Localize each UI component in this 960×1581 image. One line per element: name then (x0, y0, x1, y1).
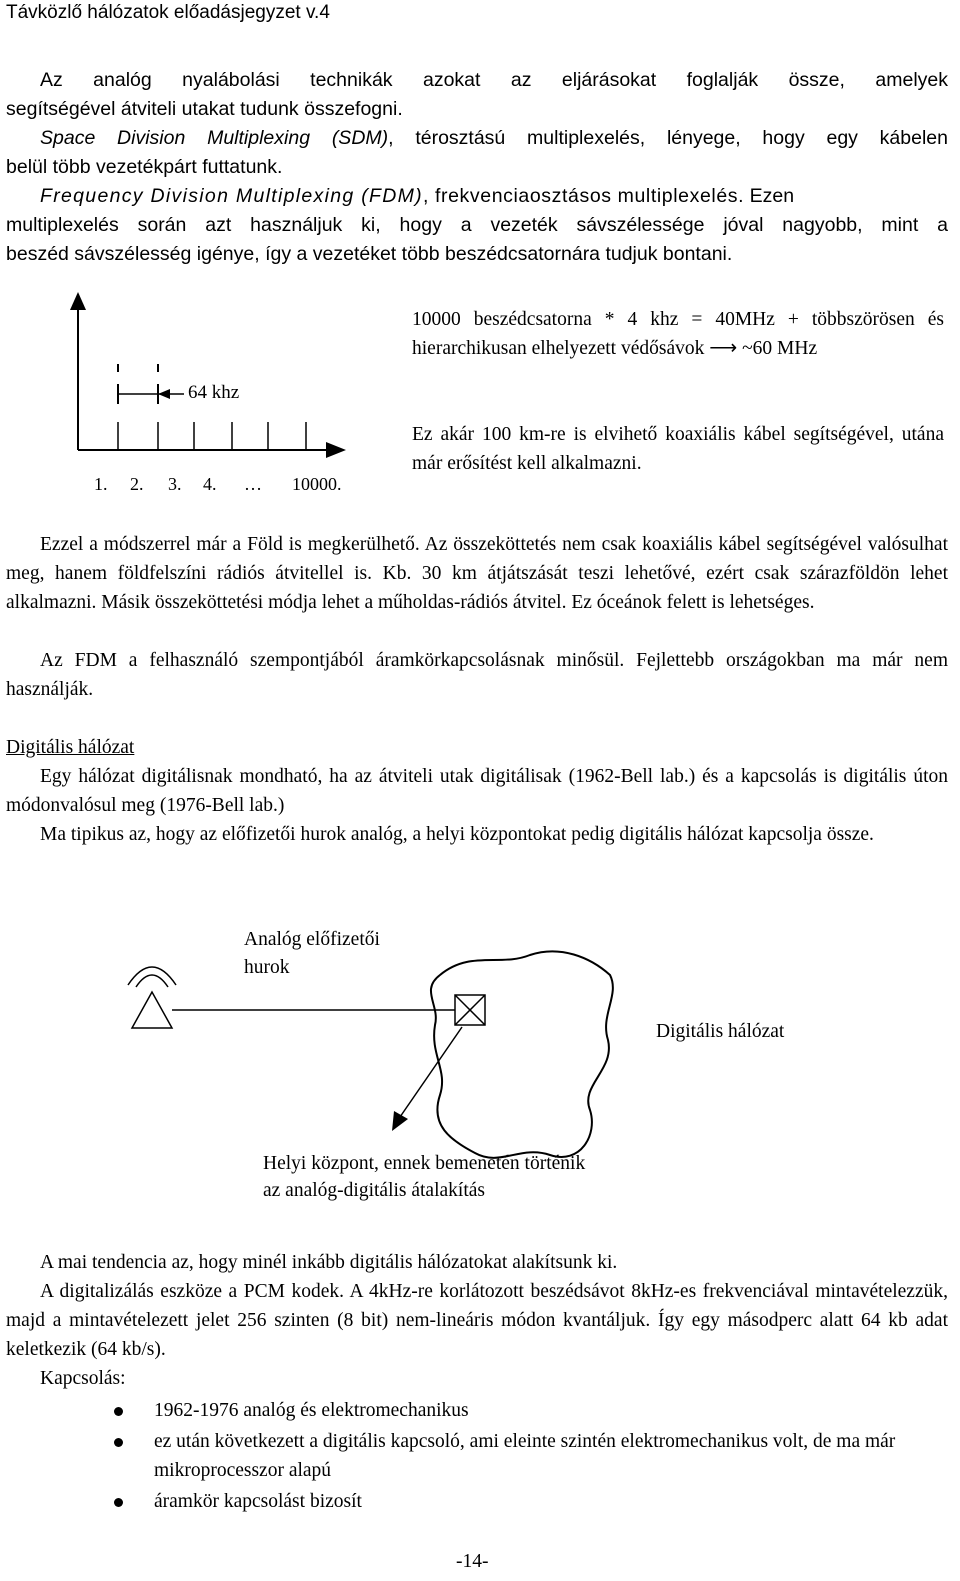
digital-paragraph-1: Egy hálózat digitálisnak mondható, ha az átviteli utak digitálisak (1962-Bell lab.) és a kapcsolás is digitális úton módonvalósul meg (1976-Bell lab.) (6, 766, 948, 816)
right-arrow-icon: ⟶ (709, 338, 738, 359)
exchange-arrow-head (392, 1111, 408, 1131)
note-result: ~60 MHz (742, 338, 818, 359)
list-item: áramkör kapcsolást bizosít (114, 1487, 948, 1516)
channel-label: 3. (168, 474, 182, 494)
sdm-line (6, 124, 948, 153)
subscriber-antenna-icon (132, 992, 172, 1028)
fdm-line-3: beszéd sávszélesség igénye, így a vezetéket több beszédcsatornára tudjuk bontani. (6, 243, 733, 265)
channel-label: 10000. (292, 474, 342, 494)
fdm-spectrum-figure (60, 290, 370, 500)
paragraph-fdm-user: Az FDM a felhasználó szempontjából áramkörkapcsolásnak minősül. Fejlettebb országokban ma már nem használják. (6, 650, 948, 700)
list-item: ez után következett a digitális kapcsoló, ami eleinte szintén elektromechanikus volt, de ma már mikroprocesszor alapú (114, 1427, 948, 1485)
fdm-line (6, 182, 948, 211)
channel-label: … (244, 474, 262, 494)
signal-wave-inner (136, 975, 168, 987)
bandwidth-label: 64 khz (188, 382, 240, 403)
pcm-paragraph: A digitalizálás eszköze a PCM kodek. A 4kHz-re korlátozott beszédsávot 8kHz-es frekvenciával mintavételezzük, majd a mintavételezett jelet 256 szinten (8 bit) nem-lineáris módon kvantáljuk. Így egy másodperc alatt 64 kb adat keletkezik (64 kb/s). (6, 1281, 948, 1360)
switching-list (114, 1396, 948, 1516)
paragraph-earth: Ezzel a módszerrel már a Föld is megkerülhető. Az összeköttetés nem csak koaxiális kábel segítségével valósulhat meg, hanem földfelszíni rádiós átvitellel is. Kb. 30 km átjátszását teszi lehetővé, ezért csak szárazföldön lehet alkalmazni. Másik összeköttetési módja lehet a műholdas-rádiós átvitel. Ez óceánok felett is lehetséges. (6, 534, 948, 613)
digital-network-heading: Digitális hálózat (6, 737, 135, 758)
fdm-description: , frekvenciaosztásos multiplexelés. (422, 185, 745, 207)
channel-label: 4. (203, 474, 217, 494)
exchange-label (263, 1150, 585, 1204)
fdm-note-1 (412, 305, 944, 363)
sdm-term: Space Division Multiplexing (SDM) (40, 127, 389, 149)
exchange-label-line-2: az analóg-digitális átalakítás (263, 1180, 485, 1201)
note-guard-bands: védősávok (620, 338, 705, 359)
digital-paragraph-2: Ma tipikus az, hogy az előfizetői hurok analóg, a helyi központokat pedig digitális hálózat kapcsolja össze. (40, 824, 874, 845)
signal-wave-outer (128, 967, 176, 985)
exchange-label-line-1: Helyi központ, ennek bemenetén történik (263, 1153, 586, 1174)
sdm-line-2: belül több vezetékpárt futtatunk. (6, 156, 283, 178)
intro-section (6, 66, 948, 269)
fdm-continuation: Ezen (744, 185, 795, 207)
y-axis-arrow (70, 292, 86, 310)
page-number: -14- (456, 1551, 489, 1572)
analog-loop-label: Analóg előfizetői (244, 929, 380, 950)
switching-heading: Kapcsolás: (40, 1368, 126, 1389)
list-item: 1962-1976 analóg és elektromechanikus (114, 1396, 948, 1425)
intro-line-1: Az analóg nyalábolási technikák azokat az eljárásokat foglalják össze, amelyek (40, 69, 948, 91)
band-arrow-head (158, 389, 170, 399)
analog-loop-label: hurok (244, 957, 290, 978)
digital-network-cloud (431, 951, 613, 1157)
exchange-arrow-line (400, 1027, 462, 1117)
channel-label: 2. (130, 474, 144, 494)
digital-network-label: Digitális hálózat (656, 1021, 785, 1042)
fdm-note-2: Ez akár 100 km-re is elvihető koaxiális kábel segítségével, utána már erősítést kell alkalmazni. (412, 424, 944, 474)
channel-label: 1. (94, 474, 108, 494)
document-header: Távközlő hálózatok előadásjegyzet v.4 (6, 2, 330, 23)
x-axis-arrow (326, 442, 346, 458)
intro-line-2: segítségével átviteli utakat tudunk összefogni. (6, 98, 403, 120)
fdm-line-2: multiplexelés során azt használjuk ki, hogy a vezeték sávszélessége jóval nagyobb, mint a (6, 214, 948, 236)
trend-paragraph: A mai tendencia az, hogy minél inkább digitális hálózatokat alakítsunk ki. (40, 1252, 618, 1273)
fdm-term: Frequency Division Multiplexing (FDM) (40, 185, 423, 207)
sdm-description: , térosztású multiplexelés, lényege, hogy egy kábelen (388, 127, 948, 149)
note-calculation: 10000 beszédcsatorna * 4 khz = 40MHz + többszörösen és hierarchikusan elhelyezett (412, 309, 944, 359)
